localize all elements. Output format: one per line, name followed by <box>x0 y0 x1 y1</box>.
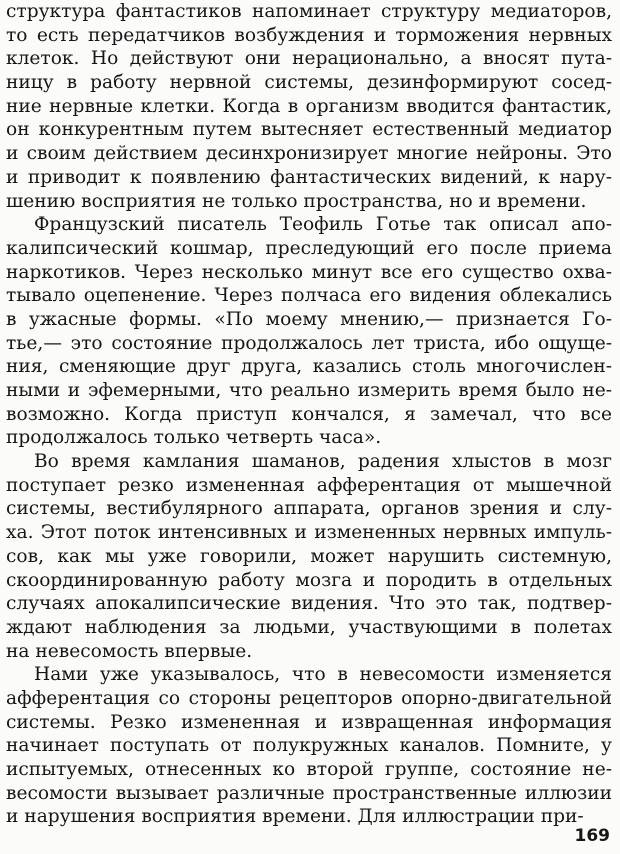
text-line: ными и эфемерными, что реально измерить время было не- <box>6 380 612 401</box>
text-line: Нами уже указывалось, что в невесомости изменяется <box>34 664 612 686</box>
text-line: случаях апокалипсические видения. Что это так, подтвер- <box>6 593 612 615</box>
text-line: системы. Резко измененная и извращенная информация <box>6 711 612 733</box>
text-line: и своим действием десинхронизирует многие нейроны. Это <box>6 143 612 165</box>
text-line: афферентация со стороны рецепторов опорно-двигательной <box>6 687 612 709</box>
text-line: продолжалось только четверть часа». <box>6 427 382 449</box>
body-text <box>6 0 612 829</box>
text-line: на невесомость впервые. <box>6 640 253 662</box>
text-line: возможно. Когда приступ кончался, я замечал, что все <box>6 403 612 425</box>
text-line: ха. Этот поток интенсивных и измененных нервных импуль- <box>6 522 612 544</box>
text-line: сов, как мы уже говорили, может нарушить системную, <box>6 545 612 567</box>
text-line: он конкурентным путем вытесняет естественный медиатор <box>6 119 612 141</box>
text-line: тывало оцепенение. Через полчаса его видения облекались <box>6 285 612 307</box>
text-line: ждают наблюдения за людьми, участвующими в полетах <box>6 616 612 638</box>
paragraph <box>6 213 612 450</box>
text-line: ние нервные клетки. Когда в организм вводится фантастик, <box>6 95 612 117</box>
text-line: Французский писатель Теофиль Готье так описал апо- <box>34 214 612 236</box>
text-line: и нарушения восприятия времени. Для иллюстрации при- <box>6 806 584 828</box>
text-line: начинает поступать от полукружных каналов. Помните, у <box>6 735 612 757</box>
text-line: ния, сменяющие друг друга, казались столь многочислен- <box>6 356 612 378</box>
text-line: структура фантастиков напоминает структуру медиаторов, <box>6 1 612 22</box>
paragraph <box>6 0 612 213</box>
text-line: поступает резко измененная афферентация от мышечной <box>6 474 612 496</box>
text-line: клеток. Но действуют они нерационально, а вносят пута- <box>6 48 612 70</box>
text-line: системы, вестибулярного аппарата, органов зрения и слу- <box>6 498 612 520</box>
text-line: испытуемых, отнесенных ко второй группе, состояние не- <box>6 759 612 780</box>
paragraph <box>6 450 612 663</box>
text-line: шению восприятия не только пространства, но и времени. <box>6 190 587 212</box>
text-line: калипсический кошмар, преследующий его после приема <box>6 237 612 259</box>
paragraph <box>6 663 612 829</box>
page-number: 169 <box>574 826 610 846</box>
text-line: то есть передатчиков возбуждения и торможения нервных <box>6 24 612 46</box>
text-line: в ужасные формы. «По моему мнению,— признается Го- <box>6 308 612 330</box>
text-line: весомости вызывает различные пространственные иллюзии <box>6 782 612 804</box>
text-line: наркотиков. Через несколько минут все его существо охва- <box>6 261 612 283</box>
text-line: тье,— это состояние продолжалось лет триста, ибо ощуще- <box>6 332 612 354</box>
text-line: Во время камлания шаманов, радения хлыстов в мозг <box>34 451 612 473</box>
text-line: скоординированную работу мозга и породить в отдельных <box>6 569 612 591</box>
text-line: и приводит к появлению фантастических видений, к нару- <box>6 166 612 188</box>
text-line: ницу в работу нервной системы, дезинформируют сосед- <box>6 72 612 94</box>
